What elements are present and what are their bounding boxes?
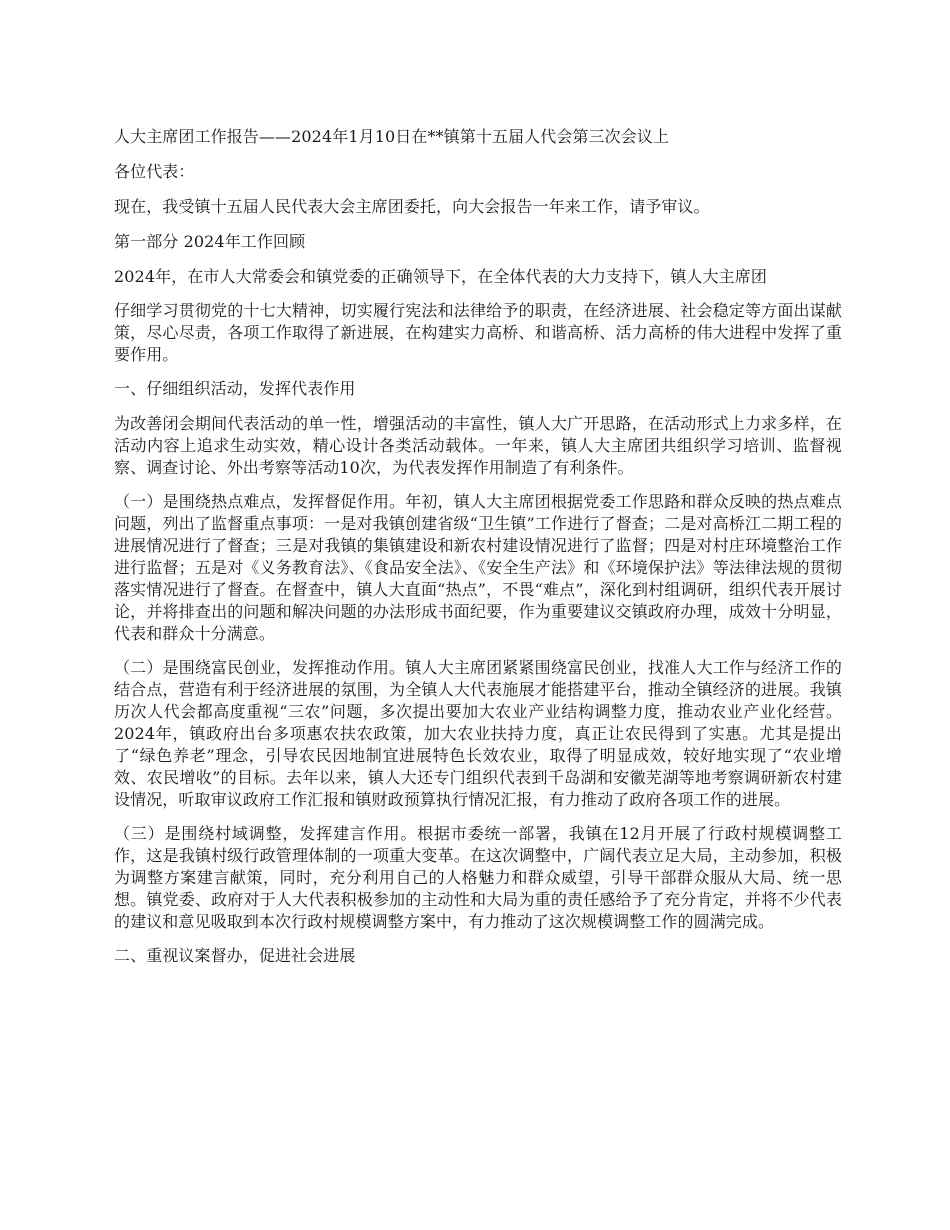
document-title: 人大主席团工作报告——2024年1月10日在**镇第十五届人代会第三次会议上 xyxy=(114,127,670,146)
section-heading-one: 一、仔细组织活动，发挥代表作用 xyxy=(114,379,356,398)
subsection-paragraph-one: （一）是围绕热点难点，发挥督促作用。年初，镇人大主席团根据党委工作思路和群众反映的热点难点问题，列出了监督重点事项：一是对我镇创建省级“卫生镇”工作进行了督查；二是对高桥江二期工程的进展情况进行了督查；三是对我镇的集镇建设和新农村建设情况进行了监督；四是对村庄环境整治工作进行监督；五是对《义务教育法》、《食品安全法》、《安全生产法》和《环境保护法》等法律法规的贯彻落实情况进行了督查。在督查中，镇人大直面“热点”，不畏“难点”，深化到村组调研，组织代表开展讨论，并将排查出的问题和解决问题的办法形成书面纪要，作为重要建议交镇政府办理，成效十分明显，代表和群众十分满意。 xyxy=(114,492,842,643)
document-page xyxy=(114,126,842,980)
opening-paragraph: 现在，我受镇十五届人民代表大会主席团委托，向大会报告一年来工作，请予审议。 xyxy=(114,197,710,216)
intro-continuation-paragraph: 仔细学习贯彻党的十七大精神，切实履行宪法和法律给予的职责，在经济进展、社会稳定等方面出谋献策，尽心尽责，各项工作取得了新进展，在构建实力高桥、和谐高桥、活力高桥的伟大进程中发挥了重要作用。 xyxy=(114,301,842,364)
section-heading-part-one: 第一部分 2024年工作回顾 xyxy=(114,232,306,251)
section-heading-two: 二、重视议案督办，促进社会进展 xyxy=(114,946,356,965)
intro-paragraph: 2024年，在市人大常委会和镇党委的正确领导下，在全体代表的大力支持下，镇人大主席团 xyxy=(114,267,767,286)
subsection-paragraph-two: （二）是围绕富民创业，发挥推动作用。镇人大主席团紧紧围绕富民创业，找准人大工作与经济工作的结合点，营造有利于经济进展的氛围，为全镇人大代表施展才能搭建平台，推动全镇经济的进展。我镇历次人代会都高度重视“三农”问题，多次提出要加大农业产业结构调整力度，推动农业产业化经营。2024年，镇政府出台多项惠农扶农政策，加大农业扶持力度，真正让农民得到了实惠。尤其是提出了“绿色养老”理念，引导农民因地制宜进展特色长效农业，取得了明显成效，较好地实现了“农业增效、农民增收”的目标。去年以来，镇人大还专门组织代表到千岛湖和安徽芜湖等地考察调研新农村建设情况，听取审议政府工作汇报和镇财政预算执行情况汇报，有力推动了政府各项工作的进展。 xyxy=(114,658,842,809)
body-paragraph: 为改善闭会期间代表活动的单一性，增强活动的丰富性，镇人大广开思路，在活动形式上力求多样，在活动内容上追求生动实效，精心设计各类活动载体。一年来，镇人大主席团共组织学习培训、监督视察、调查讨论、外出考察等活动10次，为代表发挥作用制造了有利条件。 xyxy=(114,414,842,477)
subsection-paragraph-three: （三）是围绕村域调整，发挥建言作用。根据市委统一部署，我镇在12月开展了行政村规模调整工作，这是我镇村级行政管理体制的一项重大变革。在这次调整中，广阔代表立足大局，主动参加，积极为调整方案建言献策，同时，充分利用自己的人格魅力和群众威望，引导干部群众服从大局、统一思想。镇党委、政府对于人大代表积极参加的主动性和大局为重的责任感给予了充分肯定，并将不少代表的建议和意见吸取到本次行政村规模调整方案中，有力推动了这次规模调整工作的圆满完成。 xyxy=(114,824,842,931)
salutation: 各位代表： xyxy=(114,162,195,181)
